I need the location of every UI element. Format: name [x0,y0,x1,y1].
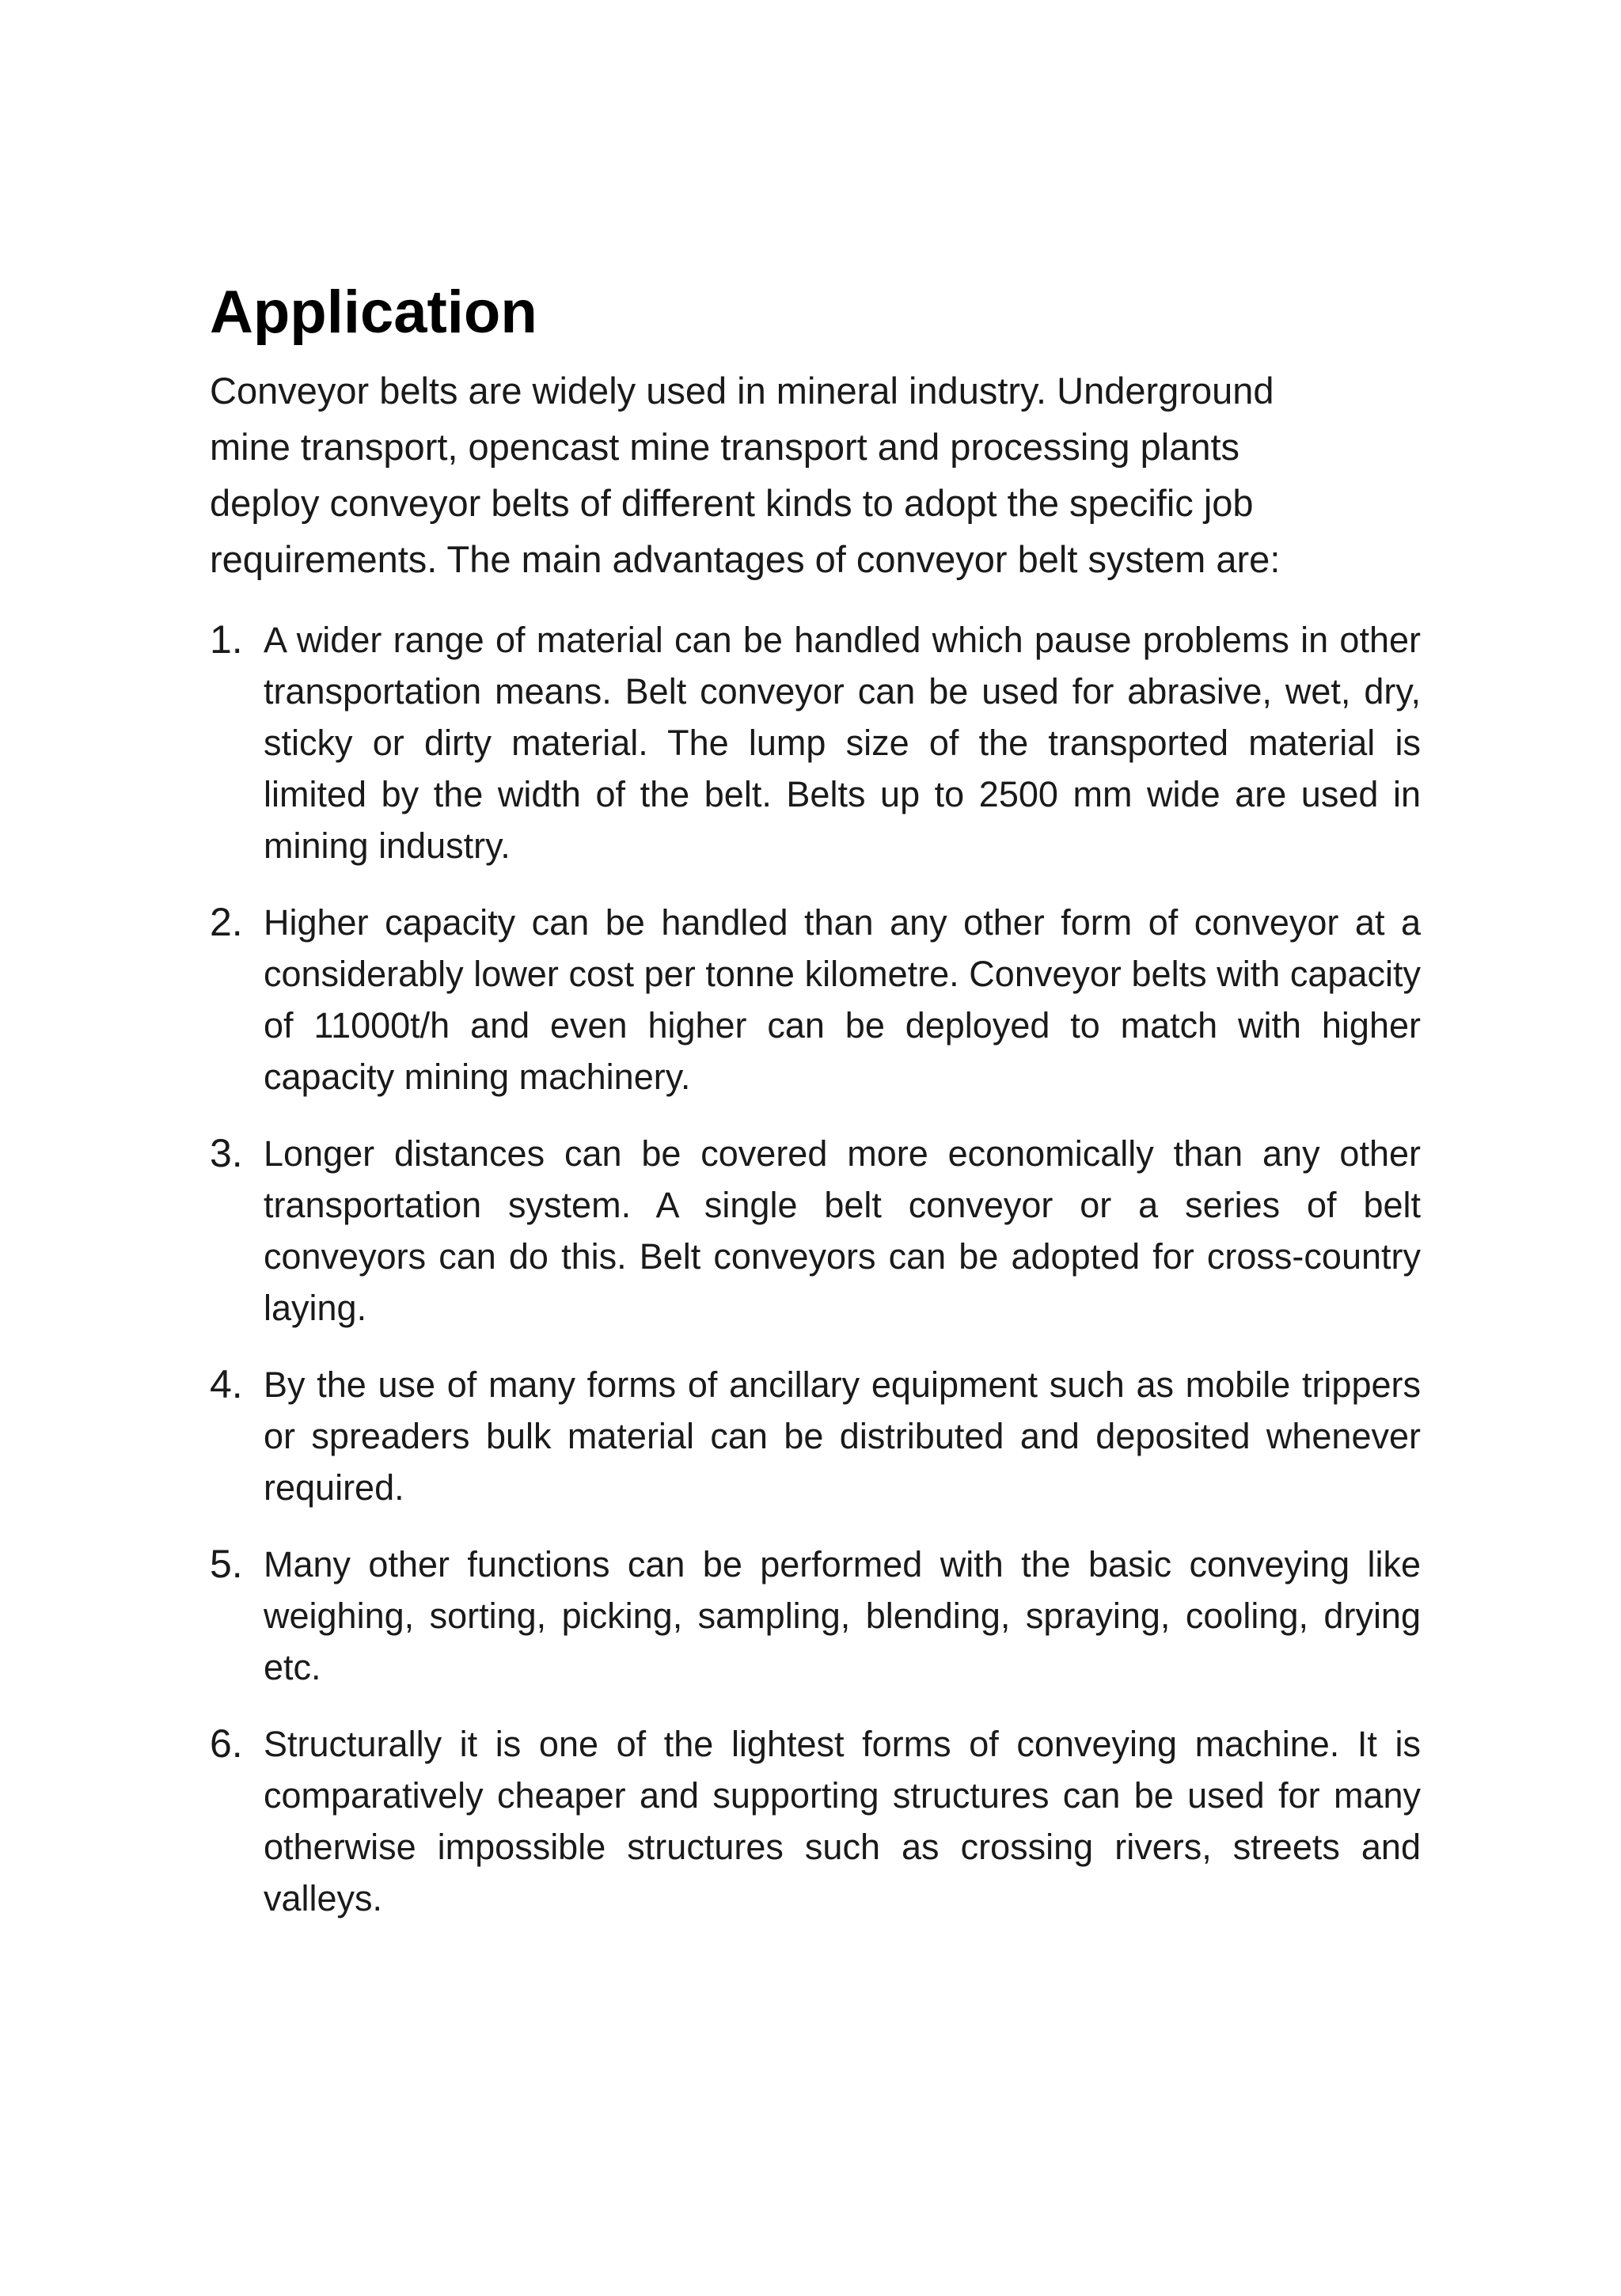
list-item-number: 1. [210,617,243,662]
list-item [210,1359,1421,1513]
list-item-text: A wider range of material can be handled which pause problems in other transportation means. Belt conveyor can be used for abrasive, wet, dry, sticky or dirty material. The lump size of the transported material is limited by the width of the belt. Belts up to 2500 mm wide are used in mining industry. [264,620,1421,866]
list-item-text: Longer distances can be covered more economically than any other transportation system. A single belt conveyor or a series of belt conveyors can do this. Belt conveyors can be adopted for cross-country laying. [264,1133,1421,1328]
list-item [210,1718,1421,1924]
list-item-text: Higher capacity can be handled than any other form of conveyor at a considerably lower cost per tonne kilometre. Conveyor belts with capacity of 11000t/h and even higher can be deployed to match with higher capacity mining machinery. [264,902,1421,1097]
list-item-text: By the use of many forms of ancillary equipment such as mobile trippers or spreaders bulk material can be distributed and deposited whenever required. [264,1364,1421,1508]
section-title: Application [210,279,537,346]
list-item-number: 5. [210,1542,243,1586]
document-content [210,277,1421,1949]
list-item [210,1539,1421,1693]
advantages-list [210,614,1421,1924]
list-item-text: Structurally it is one of the lightest forms of conveying machine. It is comparatively cheaper and supporting structures can be used for many otherwise impossible structures such as crossing rivers, streets and valleys. [264,1724,1421,1918]
list-item-number: 3. [210,1131,243,1175]
list-item-number: 4. [210,1362,243,1406]
list-item [210,614,1421,871]
list-item-number: 6. [210,1721,243,1766]
list-item [210,1128,1421,1334]
list-item-number: 2. [210,900,243,944]
intro-paragraph: Conveyor belts are widely used in mineral industry. Underground mine transport, opencast mine transport and processing plants deploy conveyor belts of different kinds to adopt the specific job requirements. The main advantages of conveyor belt system are: [210,370,1281,580]
list-item [210,897,1421,1102]
list-item-text: Many other functions can be performed with the basic conveying like weighing, sorting, picking, sampling, blending, spraying, cooling, drying etc. [264,1544,1421,1687]
